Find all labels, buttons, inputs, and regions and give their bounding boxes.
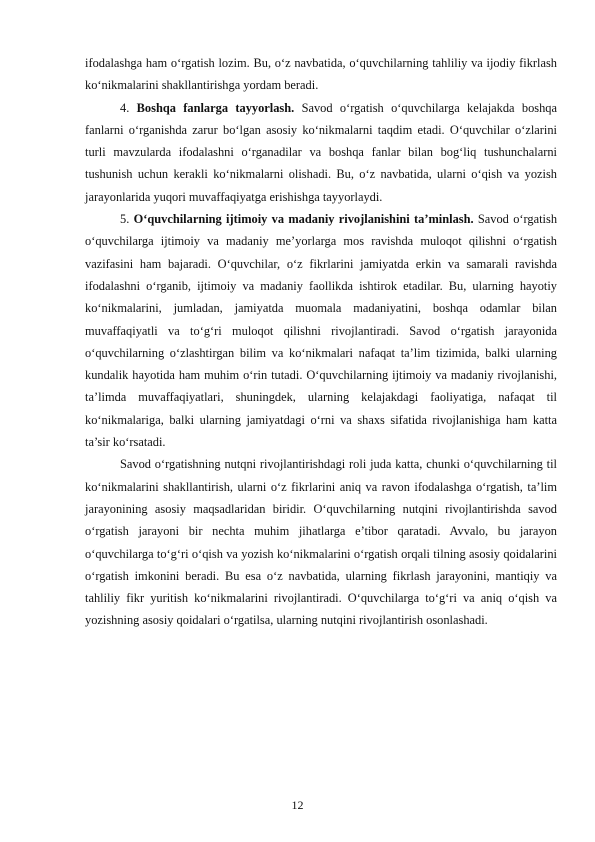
paragraph-text: Savod o‘rgatishning nutqni rivojlantirishdagi roli juda katta, chunki o‘quvchilarning til ko‘nikmalarini shakllantirish, ularni o‘z fikrlarini aniq va ravon ifodalashga o‘rgatish, ta’lim jarayonining asosiy maqsadlaridan biridir. O‘quvchilarning nutqini rivojlantirishda savod o‘rgatish jarayoni bir nechta muhim jihatlarga e’tibor qaratadi. Avvalo, bu jarayon o‘quvchilarga to‘g‘ri o‘qish va yozish ko‘nikmalarini o‘rgatish orqali tilning asosiy qoidalarini o‘rgatish imkonini beradi. Bu esa o‘z navbatida, ularning fikrlash jarayonini, mantiqiy va tahliliy fikr yuritish ko‘nikmalarini rivojlantiradi. O‘quvchilarga to‘g‘ri va aniq o‘qish va yozishning asosiy qoidalari o‘rgatilsa, ularning nutqini rivojlantirish osonlashadi.: [85, 457, 557, 628]
paragraph-text: Savod o‘rgatish o‘quvchilarga ijtimoiy va madaniy me’yorlarga mos ravishda muloqot qilishni o‘rgatish vazifasini ham bajaradi. O‘quvchilar, o‘z fikrlarini jamiyatda erkin va samarali ravishda ifodalashni o‘rganib, ijtimoiy va madaniy faollikda ishtirok etadilar. Bu, ularning hayotiy ko‘nikmalarini, jumladan, jamiyatda muomala madaniyatini, boshqa odamlar bilan muvaffaqiyatli va to‘g‘ri muloqot qilishni rivojlantiradi. Savod o‘rgatish jarayonida o‘quvchilarning o‘zlashtirgan bilim va ko‘nikmalari nafaqat ta’lim tizimida, balki ularning kundalik hayotida ham muhim o‘rin tutadi. O‘quvchilarning ijtimoiy va madaniy rivojlanishi, ta’limda muvaffaqiyatlari, shuningdek, ularning kelajakdagi faoliyatiga, nafaqat til ko‘nikmalariga, balki ularning jamiyatdagi o‘rni va shaxs sifatida rivojlanishiga ham katta ta’sir ko‘rsatadi.: [85, 212, 558, 450]
paragraph-item-5: [85, 208, 557, 453]
body-text: [85, 52, 557, 632]
item-heading: Boshqa fanlarga tayyorlash.: [136, 100, 295, 115]
item-number: 4.: [120, 100, 137, 115]
paragraph-text: Savod o‘rgatish o‘quvchilarga kelajakda boshqa fanlarni o‘rganishda zarur bo‘lgan asosiy ko‘nikmalarni taqdim etadi. O‘quvchilar o‘zlarini turli mavzularda ifodalashni o‘rganadilar va boshqa fanlar bilan bog‘liq tushunchalarni tushunish uchun kerakli ko‘nikmalarni olishadi. Bu, o‘z navbatida, ularni o‘qish va yozish jarayonlarida yuqori muvaffaqiyatga erishishga tayyorlaydi.: [85, 100, 557, 204]
paragraph-text: ifodalashga ham o‘rgatish lozim. Bu, o‘z navbatida, o‘quvchilarning tahliliy va ijodiy fikrlash ko‘nikmalarini shakllantirishga yordam beradi.: [85, 56, 557, 93]
paragraph-item-4: [85, 97, 557, 208]
item-number: 5.: [120, 212, 134, 227]
item-heading: O‘quvchilarning ijtimoiy va madaniy rivojlanishini ta’minlash.: [133, 212, 474, 227]
page-number: 12: [291, 798, 304, 812]
paragraph-speech-development: [85, 453, 557, 631]
paragraph-continuation: [85, 52, 557, 97]
